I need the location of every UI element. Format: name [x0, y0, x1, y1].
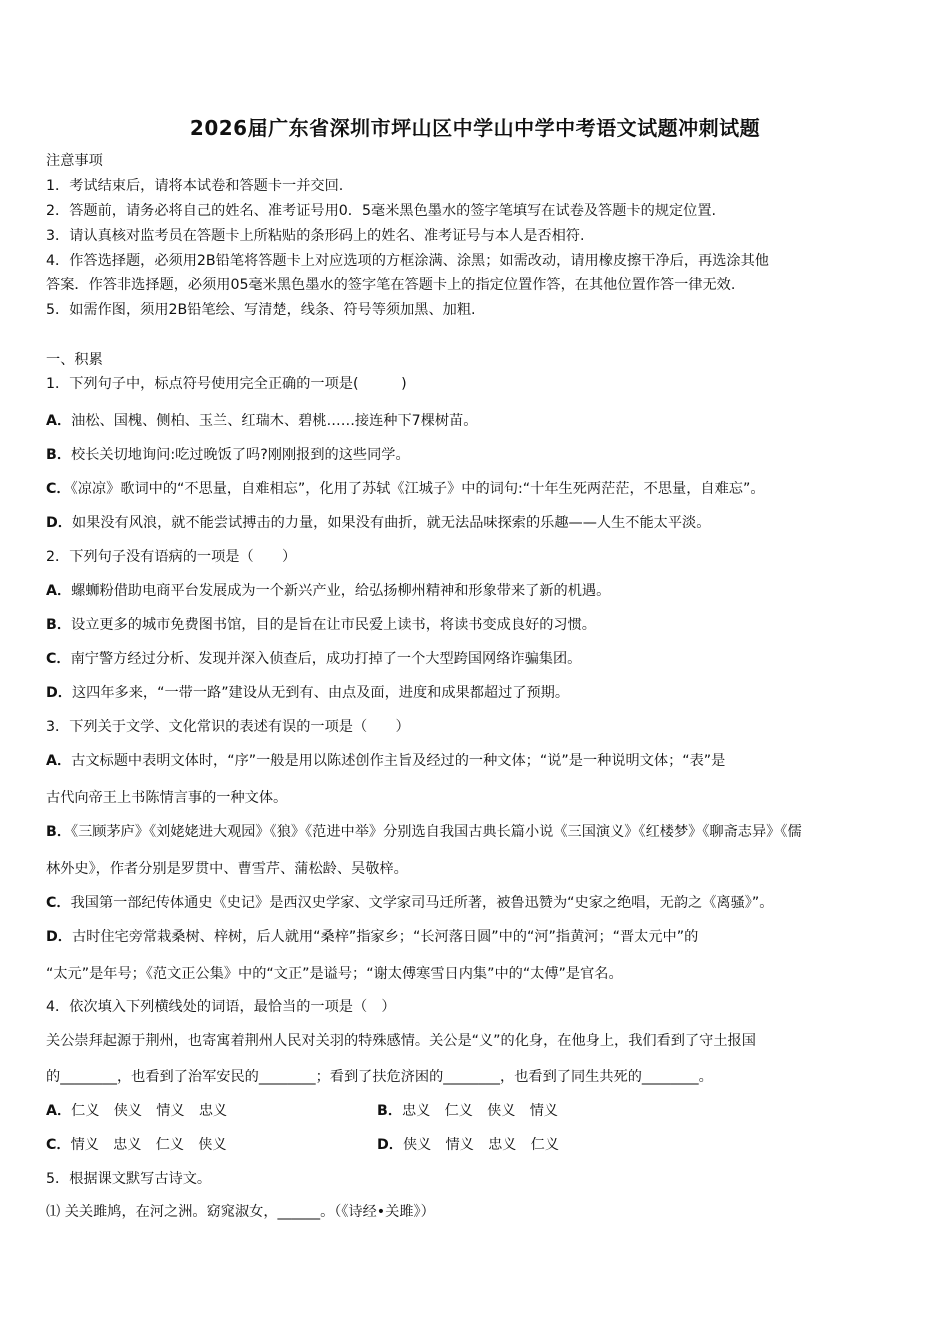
question-1-option-d	[46, 514, 710, 532]
option-label: D．	[46, 685, 72, 701]
option-label: A．	[46, 753, 72, 769]
notice-item: 2．答题前，请务必将自己的姓名、准考证号用0．5毫米黑色墨水的签字笔填写在试卷及答题卡的规定位置.	[46, 203, 717, 219]
question-2-option-a	[46, 582, 610, 600]
notice-item: 3．请认真核对监考员在答题卡上所粘贴的条形码上的姓名、准考证号与本人是否相符.	[46, 228, 585, 244]
question-4-option-c	[46, 1136, 227, 1154]
option-text: 仁义 侠义 情义 忠义	[71, 1103, 228, 1119]
option-text: 侠义 情义 忠义 仁义	[402, 1137, 560, 1153]
question-4-passage: 关公崇拜起源于荆州，也寄寓着荆州人民对关羽的特殊感情。关公是“义”的化身，在他身上，我们看到了守土报国	[46, 1033, 756, 1049]
option-label: B．	[46, 447, 72, 463]
question-1-stem: 1．下列句子中，标点符号使用完全正确的一项是( )	[46, 376, 407, 392]
notice-heading: 注意事项	[46, 153, 103, 169]
option-label: D．	[377, 1137, 403, 1153]
question-1-option-a	[46, 412, 477, 430]
option-text: 油松、国槐、侧柏、玉兰、红瑞木、碧桃……接连种下7棵树苗。	[71, 413, 478, 429]
option-label: C．	[46, 1137, 71, 1153]
question-1-option-c	[46, 480, 765, 498]
option-label: B．	[46, 824, 72, 840]
option-label: B．	[46, 617, 72, 633]
notice-item: 1．考试结束后，请将本试卷和答题卡一并交回.	[46, 178, 344, 194]
question-2-option-d	[46, 684, 569, 702]
option-label: D．	[46, 929, 72, 945]
question-3-option-b-cont: 林外史》，作者分别是罗贯中、曹雪芹、蒲松龄、吴敬梓。	[46, 861, 408, 877]
page-title: 2026届广东省深圳市坪山区中学山中学中考语文试题冲刺试题	[189, 116, 761, 140]
question-4-stem: 4．依次填入下列横线处的词语，最恰当的一项是（ ）	[46, 999, 396, 1015]
option-text: 《三顾茅庐》《刘姥姥进大观园》《狼》《范进中举》分别选自我国古典长篇小说《三国演义》《红楼梦》《聊斋志异》《儒	[71, 824, 802, 840]
option-text: 《凉凉》歌词中的“不思量，自难相忘”，化用了苏轼《江城子》中的词句:“十年生死两茫茫，不思量，自难忘”。	[70, 481, 765, 497]
question-2-option-c	[46, 650, 581, 668]
option-label: A．	[46, 583, 72, 599]
option-text: 南宁警方经过分析、发现并深入侦查后，成功打掉了一个大型跨国网络诈骗集团。	[70, 651, 582, 667]
question-4-option-d	[377, 1136, 559, 1154]
option-label: A．	[46, 1103, 72, 1119]
section-heading: 一、积累	[46, 352, 103, 368]
question-4-passage-cont: 的________，也看到了治军安民的________；看到了扶危济困的________，也看到了同生共死的________。	[46, 1069, 713, 1085]
question-3-option-a	[46, 752, 725, 770]
question-3-option-d	[46, 928, 698, 946]
notice-item: 5．如需作图，须用2B铅笔绘、写清楚，线条、符号等须加黑、加粗.	[46, 302, 476, 318]
option-label: C．	[46, 895, 71, 911]
option-text: 这四年多来，“一带一路”建设从无到有、由点及面，进度和成果都超过了预期。	[71, 685, 570, 701]
option-text: 如果没有风浪，就不能尝试搏击的力量，如果没有曲折，就无法品味探索的乐趣——人生不能太平淡。	[71, 515, 711, 531]
question-3-stem: 3．下列关于文学、文化常识的表述有误的一项是（ ）	[46, 719, 410, 735]
option-label: B．	[377, 1103, 403, 1119]
question-2-stem: 2．下列句子没有语病的一项是（ ）	[46, 549, 297, 565]
option-label: A．	[46, 413, 72, 429]
question-3-option-b	[46, 823, 802, 841]
option-text: 古文标题中表明文体时，“序”一般是用以陈述创作主旨及经过的一种文体；“说”是一种说明文体；“表”是	[71, 753, 726, 769]
question-5-stem: 5．根据课文默写古诗文。	[46, 1171, 212, 1187]
option-text: 情义 忠义 仁义 侠义	[70, 1137, 227, 1153]
option-text: 我国第一部纪传体通史《史记》是西汉史学家、文学家司马迁所著，被鲁迅赞为“史家之绝唱，无韵之《离骚》”。	[70, 895, 774, 911]
question-4-option-b	[377, 1102, 558, 1120]
question-5-item-1: ⑴ 关关雎鸠，在河之洲。窈窕淑女，______。（《诗经•关雎》）	[46, 1204, 435, 1220]
question-1-option-b	[46, 446, 410, 464]
option-label: D．	[46, 515, 72, 531]
option-label: C．	[46, 481, 71, 497]
question-2-option-b	[46, 616, 596, 634]
notice-item: 答案．作答非选择题，必须用05毫米黑色墨水的签字笔在答题卡上的指定位置作答，在其他位置作答一律无效.	[46, 277, 736, 293]
question-3-option-d-cont: “太元”是年号；《范文正公集》中的“文正”是谥号；“谢太傅寒雪日内集”中的“太傅”是官名。	[46, 966, 623, 982]
question-3-option-c	[46, 894, 773, 912]
question-3-option-a-cont: 古代向帝王上书陈情言事的一种文体。	[46, 790, 288, 806]
question-4-option-a	[46, 1102, 227, 1120]
option-text: 校长关切地询问:吃过晚饭了吗?刚刚报到的这些同学。	[71, 447, 410, 463]
notice-item: 4．作答选择题，必须用2B铅笔将答题卡上对应选项的方框涂满、涂黑；如需改动，请用橡皮擦干净后，再选涂其他	[46, 253, 769, 269]
option-label: C．	[46, 651, 71, 667]
option-text: 忠义 仁义 侠义 情义	[402, 1103, 559, 1119]
option-text: 螺蛳粉借助电商平台发展成为一个新兴产业，给弘扬柳州精神和形象带来了新的机遇。	[71, 583, 611, 599]
option-text: 设立更多的城市免费图书馆，目的是旨在让市民爱上读书，将读书变成良好的习惯。	[71, 617, 596, 633]
option-text: 古时住宅旁常栽桑树、梓树，后人就用“桑梓”指家乡；“长河落日圆”中的“河”指黄河；“晋太元中”的	[71, 929, 699, 945]
